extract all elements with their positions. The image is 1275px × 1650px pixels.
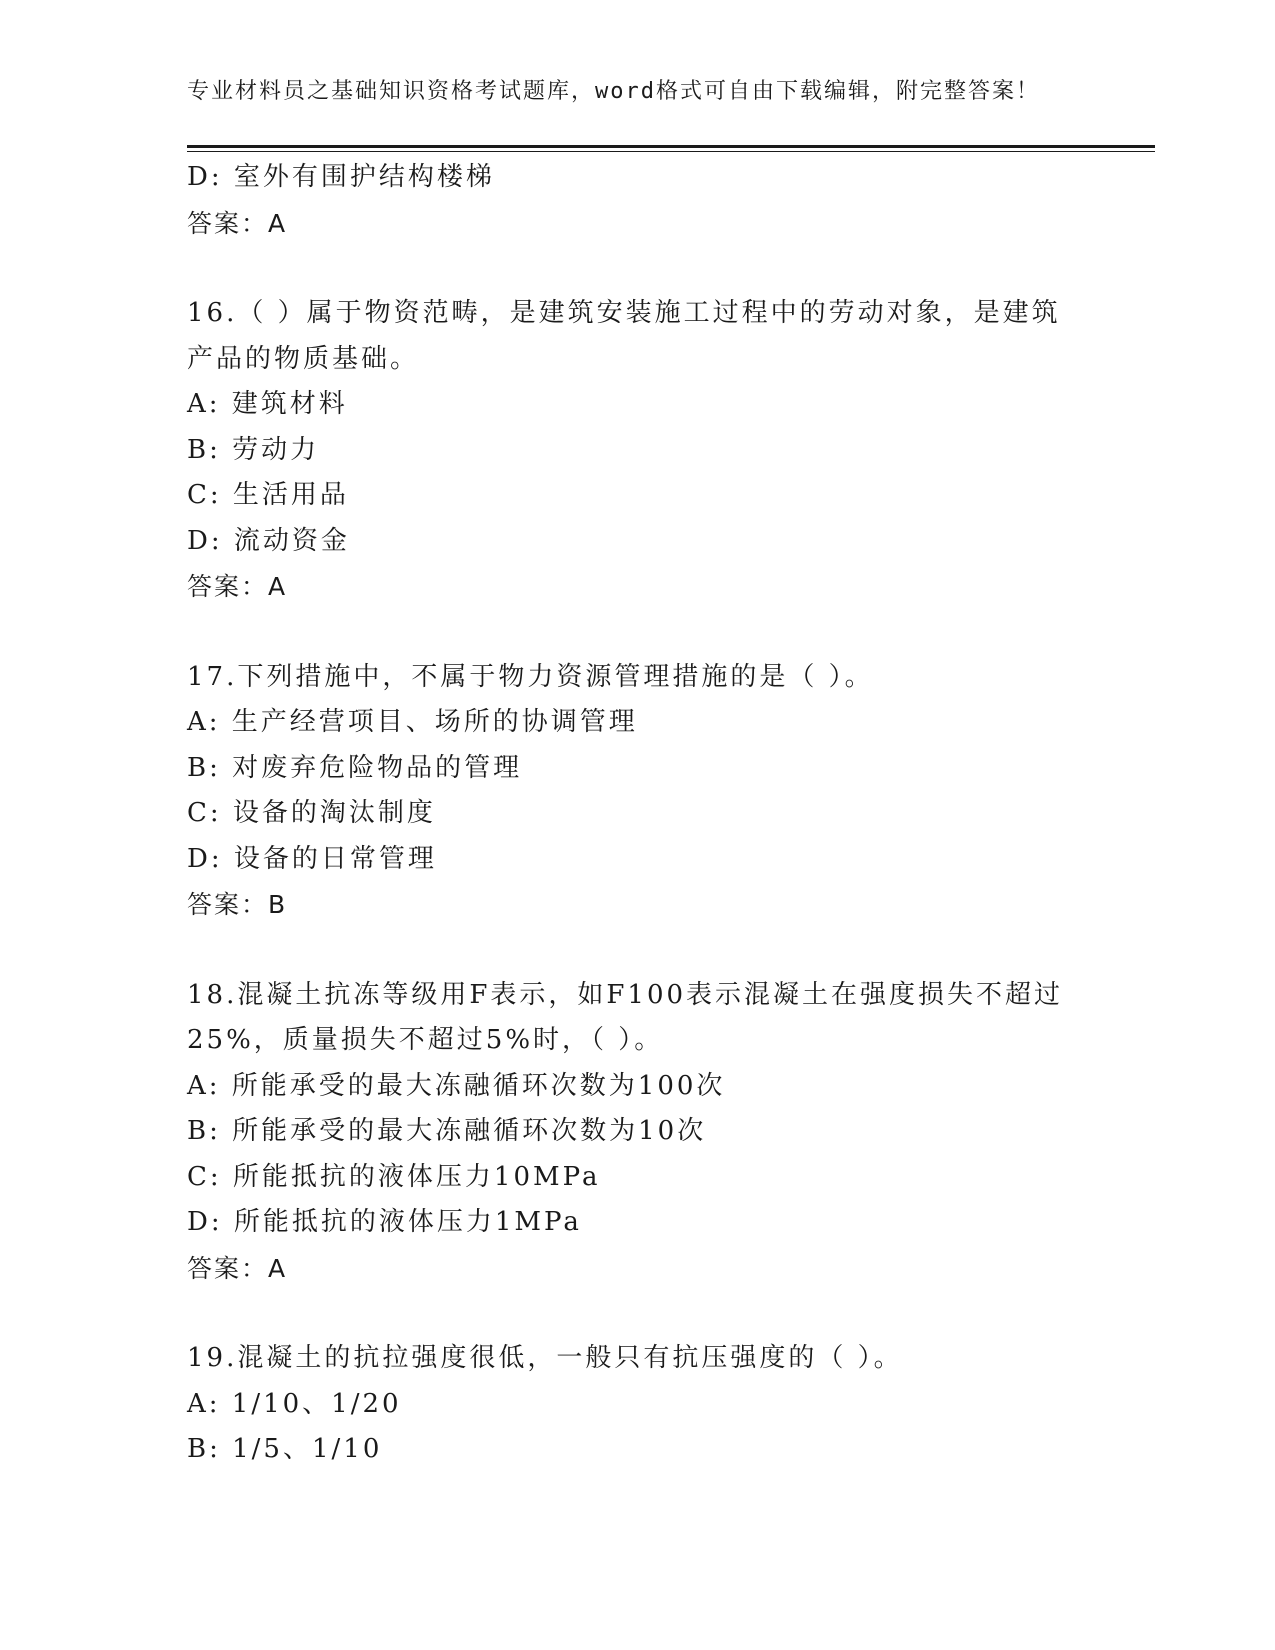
question-stem: 产品的物质基础。 [187, 343, 420, 374]
option-a: A: 生产经营项目、场所的协调管理 [187, 707, 638, 737]
option-a: A: 所能承受的最大冻融循环次数为100次 [187, 1070, 726, 1101]
question-stem: 18.混凝土抗冻等级用F表示，如F100表示混凝土在强度损失不超过 [187, 979, 1064, 1010]
answer: 答案：A [187, 1253, 288, 1283]
question-17 [187, 655, 1067, 928]
header-rule-thick [187, 145, 1155, 148]
answer: 答案：A [187, 208, 288, 238]
answer: 答案：B [187, 890, 288, 919]
option-a: A: 建筑材料 [187, 389, 348, 419]
question-stem: 16.（ ）属于物资范畴，是建筑安装施工过程中的劳动对象，是建筑 [187, 298, 1061, 328]
question-16 [187, 291, 1067, 610]
option-b: B: 劳动力 [187, 434, 320, 465]
question-stem: 25%，质量损失不超过5%时，（ ）。 [187, 1025, 664, 1055]
option-b: B: 1/5、1/10 [187, 1434, 383, 1464]
answer: 答案：A [187, 572, 288, 601]
option-b: B: 所能承受的最大冻融循环次数为10次 [187, 1116, 707, 1146]
document-body [187, 155, 1067, 1473]
page-header: 专业材料员之基础知识资格考试题库，word格式可自由下载编辑，附完整答案！ [187, 79, 1040, 104]
option-c: C: 设备的淘汰制度 [187, 798, 436, 828]
option-a: A: 1/10、1/20 [187, 1388, 402, 1419]
option-d: D: 所能抵抗的液体压力1MPa [187, 1207, 582, 1237]
option-d: D: 设备的日常管理 [187, 843, 437, 874]
question-19 [187, 1336, 1067, 1473]
option-b: B: 对废弃危险物品的管理 [187, 752, 523, 783]
question-stem: 19.混凝土的抗拉强度很低，一般只有抗压强度的（ ）。 [187, 1343, 903, 1373]
previous-question-tail [187, 155, 1067, 246]
option-c: C: 所能抵抗的液体压力10MPa [187, 1161, 601, 1192]
option-d: D: 室外有围护结构楼梯 [187, 162, 495, 192]
question-stem: 17.下列措施中，不属于物力资源管理措施的是（ ）。 [187, 661, 874, 692]
option-d: D: 流动资金 [187, 525, 350, 556]
header-rule-thin [187, 151, 1155, 152]
option-c: C: 生活用品 [187, 480, 349, 510]
question-18 [187, 973, 1067, 1292]
